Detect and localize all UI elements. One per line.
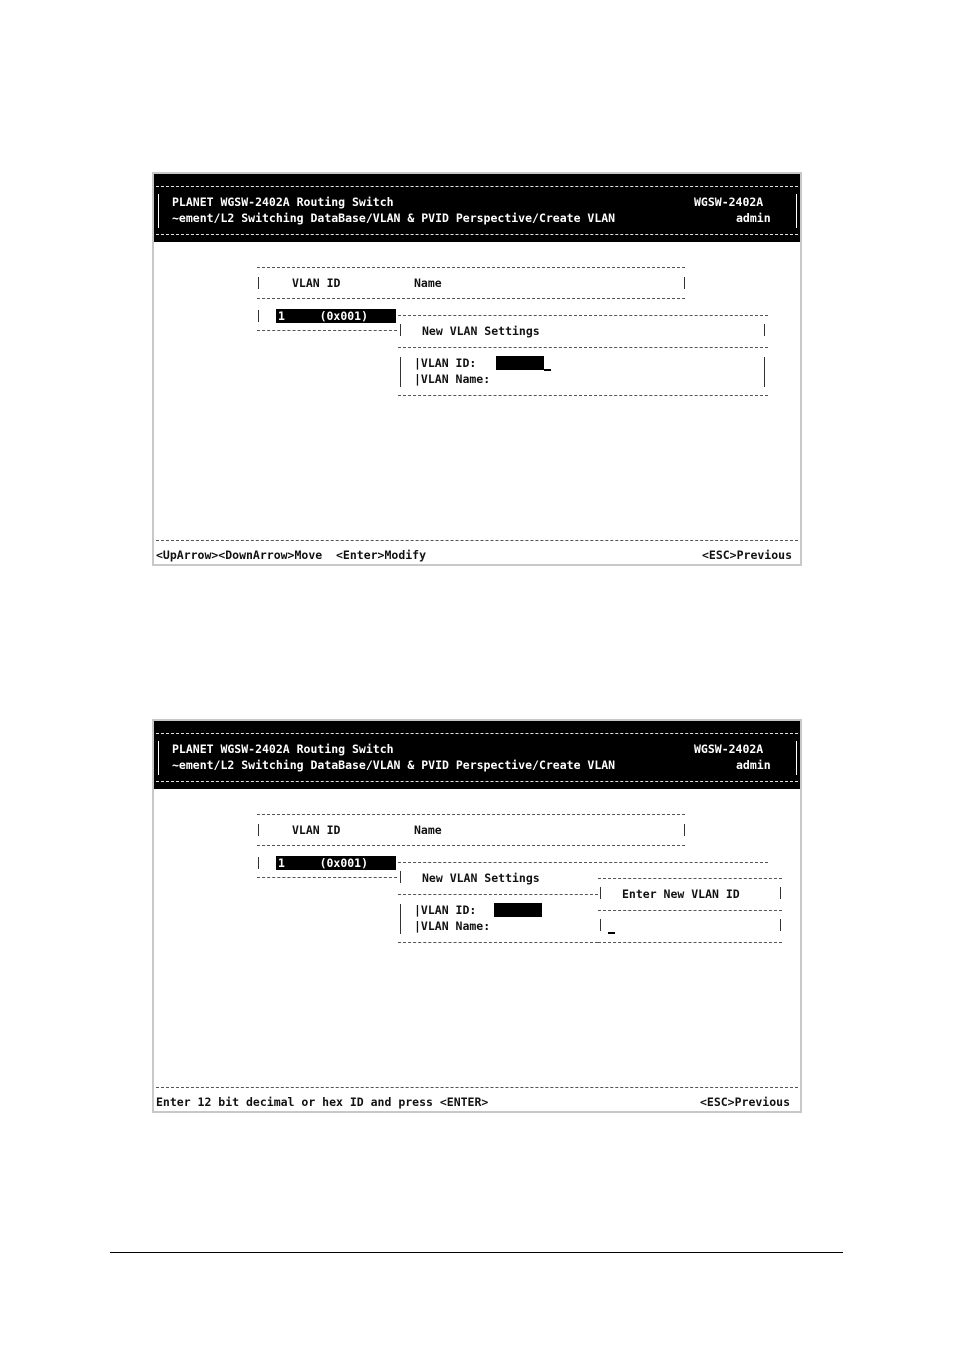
footer-esc: <ESC>Previous xyxy=(699,1095,790,1109)
model-label: WGSW-2402A xyxy=(694,742,764,756)
terminal-header xyxy=(154,721,800,789)
dialog-title: New VLAN Settings xyxy=(422,324,540,338)
column-header-vlan-id: VLAN ID xyxy=(292,276,341,290)
vlan-name-label: |VLAN Name: xyxy=(414,372,491,386)
model-label: WGSW-2402A xyxy=(694,195,764,209)
terminal-header xyxy=(154,174,800,242)
column-header-vlan-id: VLAN ID xyxy=(292,823,341,837)
vlan-name-label: |VLAN Name: xyxy=(414,919,491,933)
vlan-id-label: |VLAN ID: xyxy=(414,903,477,917)
user-label: admin xyxy=(736,211,771,225)
prompt-title: Enter New VLAN ID xyxy=(622,887,740,901)
terminal-screen-enter-vlan-id xyxy=(152,719,802,1113)
vlan-id-field[interactable] xyxy=(496,356,544,370)
terminal-screen-create-vlan xyxy=(152,172,802,566)
footer-esc: <ESC>Previous xyxy=(701,548,792,562)
row-vlan-hex: (0x001) xyxy=(319,309,369,323)
row-vlan-id: 1 xyxy=(278,309,285,323)
table-row[interactable] xyxy=(276,856,396,870)
menu-path: ~ement/L2 Switching DataBase/VLAN & PVID Perspective/Create VLAN xyxy=(172,211,616,225)
vlan-id-label: |VLAN ID: xyxy=(414,356,477,370)
text-cursor xyxy=(544,369,551,371)
footer-hint: Enter 12 bit decimal or hex ID and press <ENTER> xyxy=(156,1095,489,1109)
row-vlan-hex: (0x001) xyxy=(319,856,369,870)
app-title: PLANET WGSW-2402A Routing Switch xyxy=(172,742,394,756)
column-header-name: Name xyxy=(414,823,442,837)
text-cursor xyxy=(608,932,615,934)
table-row[interactable] xyxy=(276,309,396,323)
page-footer-rule xyxy=(110,1252,843,1253)
app-title: PLANET WGSW-2402A Routing Switch xyxy=(172,195,394,209)
vlan-id-field[interactable] xyxy=(494,903,542,917)
dialog-title: New VLAN Settings xyxy=(422,871,540,885)
user-label: admin xyxy=(736,758,771,772)
row-vlan-id: 1 xyxy=(278,856,285,870)
menu-path: ~ement/L2 Switching DataBase/VLAN & PVID Perspective/Create VLAN xyxy=(172,758,616,772)
footer-hint: <UpArrow><DownArrow>Move <Enter>Modify xyxy=(156,548,427,562)
column-header-name: Name xyxy=(414,276,442,290)
